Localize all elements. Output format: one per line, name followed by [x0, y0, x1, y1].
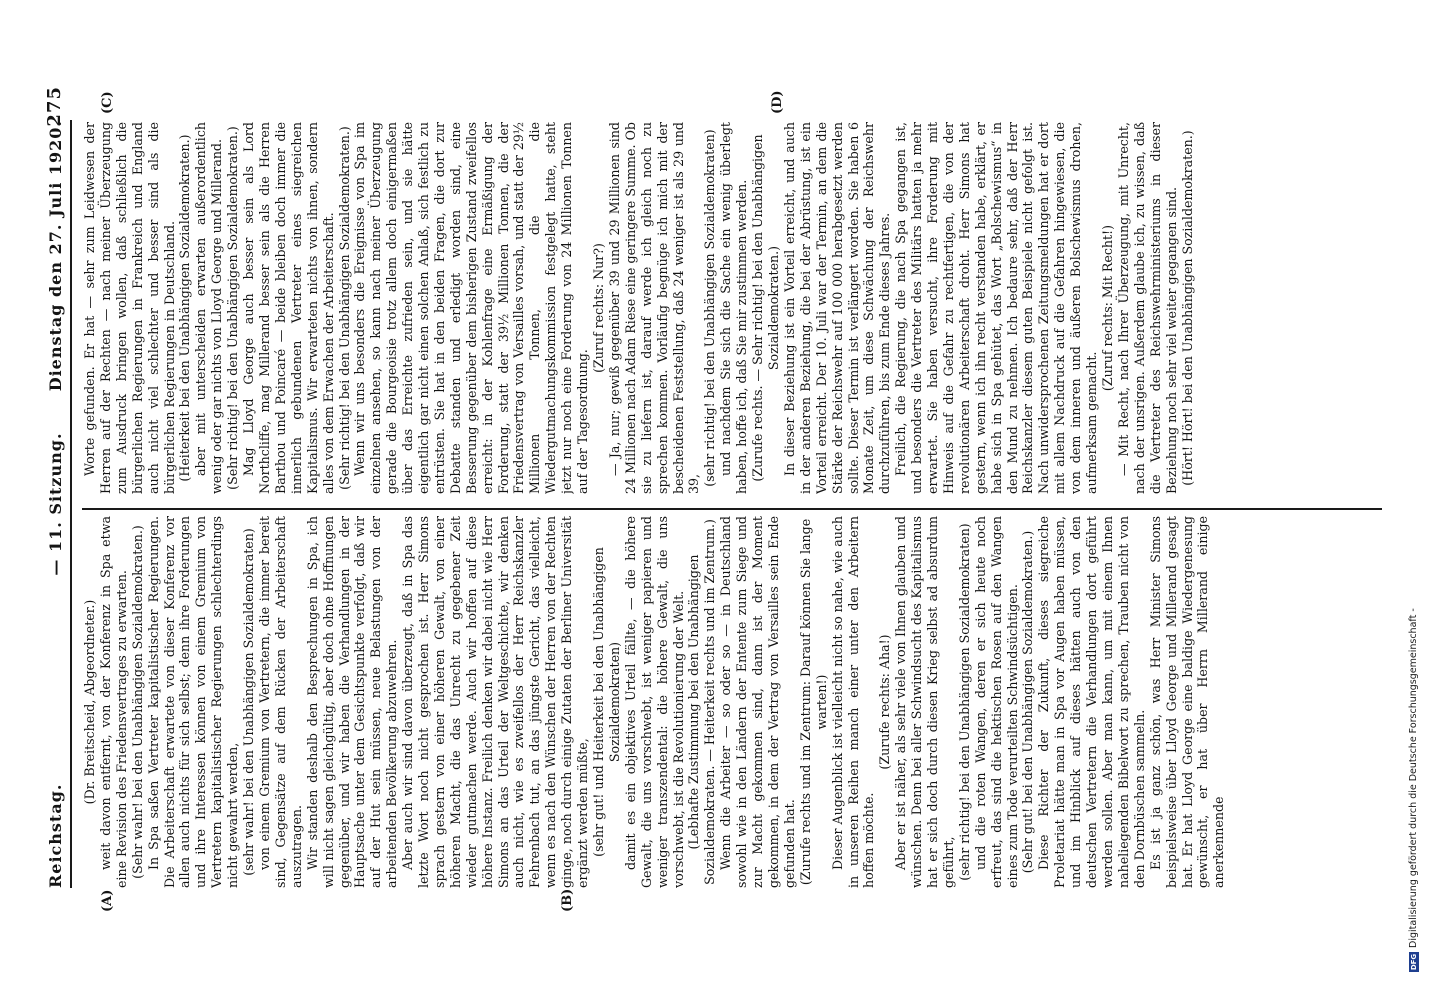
footer-text: Digitalisierung gefördert durch die Deutsche Forschungsgemeinschaft -: [1408, 608, 1419, 948]
paragraph: (sehr gut! und Heiterkeit bei den Unabhängigen Sozialdemokraten): [591, 547, 622, 857]
right-column: [82, 122, 1382, 494]
paragraph: (sehr richtig! bei den Unabhängigen Sozialdemokraten): [702, 129, 718, 487]
header-right: Dienstag den 27. Juli 1920.: [46, 120, 65, 392]
paragraph: und nachdem Sie sich die Sache ein wenig überlegt haben, hoffe ich, daß Sie mir zustimmen werden.: [718, 122, 750, 494]
paragraph: Aber er ist näher, als sehr viele von Ihnen glauben und wünschen. Denn bei aller Schwindsucht des Kapitalismus hat er sich doch durch diesen Krieg selbst ad absurdum geführt,: [893, 516, 956, 888]
paragraph: Wenn die Arbeiter — so oder so — in Deutschland sowohl wie in den Ländern der Entente zum Siege und zur Macht gekommen sind, dann ist der Moment gekommen, in dem der Vertrag von Versailles sein Ende gefunden hat.: [718, 516, 797, 888]
paragraph: Diese Richter der Zukunft, dieses siegreiche Proletariat hätte man in Spa vor Augen haben müssen, und im Hinblick auf dieses hätten auch von den deutschen Vertretern die Verhandlungen dort geführt werden sollen. Aber man kann, um mit einem Ihnen naheliegenden Bibelwort zu sprechen, Trauben nicht von den Dornbüschen sammeln.: [1036, 516, 1147, 888]
paragraph: Worte gefunden. Er hat — sehr zum Leidwesen der Herren auf der Rechten — nach meiner Überzeugung zum Ausdruck bringen wollen, daß schließlich die bürgerlichen Regierungen in Frankreich und England auch nicht viel schlechter und besser sind als die bürgerlichen Regierungen in Deutschland.: [82, 122, 177, 494]
paragraph: Freilich, die Regierung, die nach Spa gegangen ist, und besonders die Vertreter des Militärs hatten ja mehr erwartet. Sie haben versucht, ihre Forderung mit Hinweis auf die Gefahr zu rechtfertigen, die von der revolutionären Arbeiterschaft droht. Herr Simons hat gestern, wenn ich ihn recht verstanden habe, erklärt, er habe sich in Spa gehütet, das Wort „Bolschewismus“ in den Mund zu nehmen. Ich bedaure sehr, daß der Herr Reichskanzler diesem guten Beispiele nicht gefolgt ist. Nach unwidersprochenen Zeitungsmeldungen hat er dort mit allem Nachdruck auf die Gefahren hingewiesen, die von dem inneren und äußeren Bolschewismus drohen, aufmerksam gemacht.: [893, 122, 1100, 494]
margin-marker-b: (B): [560, 888, 575, 912]
paragraph: aber mit unterscheiden erwarten außerordentlich wenig oder gar nichts von Lloyd George und Millerand.: [193, 122, 225, 494]
paragraph: (sehr wahr! bei den Unabhängigen Sozialdemokraten): [241, 528, 257, 876]
margin-marker-c: (C): [100, 91, 115, 114]
paragraph: In dieser Beziehung ist ein Vorteil erreicht, und auch in der anderen Beziehung, die bei der Abrüstung, ist ein Vorteil erreicht. Der 10. Juli war der Termin, an dem die Stärke der Reichswehr auf 100 000 herabgesetzt werden sollte. Dieser Termin ist verlängert worden. Sie haben 6 Monate Zeit, um diese Schwächung der Reichswehr durchzuführen, bis zum Ende dieses Jahres.: [781, 122, 893, 494]
header-center: — 11. Sitzung.: [46, 432, 65, 576]
margin-marker-a: (A): [100, 889, 115, 912]
left-column: [82, 516, 1382, 888]
paragraph: Es ist ja ganz schön, was Herr Minister Simons beispielsweise über Lloyd George und Millerand gesagt hat. Er hat Lloyd George eine baldige Wiedergenesung gewünscht, er hat über Herrn Millerand einige anerkennende: [1147, 516, 1227, 888]
paragraph: (Zurufe rechts. — Sehr richtig! bei den Unabhängigen Sozialdemokraten.): [750, 134, 781, 482]
page-number: 275: [44, 86, 65, 127]
paragraph: In Spa saßen Vertreter kapitalistischer Regierungen. Die Arbeiterschaft erwartete von dieser Konferenz vor allen auch nichts für sich selbst; denn ihre Forderungen und ihre Interessen können von einem Gremium von Vertretern kapitalistischer Regierungen schlechterdings nicht gewahrt werden,: [145, 516, 241, 888]
paragraph: (Zuruf rechts: Mit Recht!): [1100, 224, 1115, 392]
paragraph: Wenn wir uns besonders die Ereignisse von Spa im einzelnen ansehen, so kann nach meiner Überzeugung gerade die Bourgeoisie trotz allem doch einigermaßen über das Erreichte zufrieden sein, und sie hätte eigentlich gar nicht einen solchen Anlaß, sich festlich zu entrüsten. Sie hat in den beiden Fragen, die dort zur Debatte standen und erledigt worden sind, eine Besserung gegenüber dem bisherigen Zustand zweifellos erreicht: in der Kohlenfrage eine Ermäßigung der Forderung, statt der 39½ Millionen Tonnen, die der Friedensvertrag von Versailles vorsah, und statt der 29½ Millionen Tonnen, die die Wiedergutmachungskommission festgelegt hatte, steht jetzt nur noch eine Forderung von 24 Millionen Tonnen auf der Tagesordnung.: [352, 122, 591, 494]
paragraph: (Dr. Breitscheid, Abgeordneter.): [82, 599, 97, 805]
paragraph: weit davon entfernt, von der Konferenz in Spa etwa eine Revision des Friedensvertrages zu erwarten.: [97, 516, 129, 888]
margin-marker-d: (D): [770, 90, 785, 114]
paragraph: (Sehr richtig! bei den Unabhängigen Sozialdemokraten.): [336, 126, 352, 490]
paragraph: — Ja, nur; gewiß gegenüber 39 und 29 Millionen sind 24 Millionen nach Adam Riese eine geringere Summe. Ob sie zu liefern ist, darauf werde ich gleich noch zu sprechen kommen. Vorläufig begnüge ich mich mit der bescheidenen Feststellung, daß 24 weniger ist als 29 und 39,: [606, 122, 702, 494]
paragraph: (Zurufe rechts: Aha!): [877, 634, 893, 770]
paragraph: und die roten Wangen, deren er sich heute noch erfreut, das sind die hektischen Rosen auf den Wangen eines zum Tode verurteilten Schwindsüchtigen.: [972, 516, 1020, 888]
page-header: [42, 86, 72, 888]
footer-credit: [1408, 22, 1419, 972]
header-left: Reichstag.: [46, 783, 65, 888]
paragraph: (Sehr wahr! bei den Unabhängigen Sozialdemokraten.): [129, 525, 145, 879]
paragraph: (Zurufe rechts und im Zentrum: Darauf können Sie lange warten!): [797, 518, 829, 886]
paragraph: (Zuruf rechts: Nur?): [591, 243, 606, 373]
column-divider: [82, 508, 1382, 510]
paragraph: (Lebhafte Zustimmung bei den Unabhängigen Sozialdemokraten. — Heiterkeit rechts und im Zentrum.): [686, 519, 718, 885]
paragraph: (Sehr richtig! bei den Unabhängigen Sozialdemokraten.): [225, 126, 241, 490]
paragraph: Mag Lloyd George auch besser sein als Lord Northcliffe, mag Millerand besser sein als die Herren Barthou und Poincaré — beide bleiben doch immer die innerlich gebundenen Vertreter eines siegreichen Kapitalismus. Wir erwarteten nichts von ihnen, sondern alles von dem Erwachen der Arbeiterschaft.: [241, 122, 336, 494]
paragraph: damit es ein objektives Urteil fällte, — die höhere Gewalt, die uns vorschwebt, ist weniger papieren und weniger transzendental: die höhere Gewalt, die uns vorschwebt, ist die Revolutionierung der Welt.: [622, 516, 686, 888]
paragraph: Dieser Augenblick ist vielleicht nicht so nahe, wie auch in unseren Reihen manch einer unter den Arbeitern hoffen möchte.: [829, 516, 877, 888]
paragraph: von einem Gremium von Vertretern, die immer bereit sind, Gegensätze auf dem Rücken der Arbeiterschaft auszutragen.: [256, 516, 304, 888]
paragraph: (Heiterkeit bei den Unabhängigen Sozialdemokraten.): [177, 134, 193, 482]
dfg-logo-icon: DFG: [1409, 953, 1418, 971]
paragraph: (Sehr gut! bei den Unabhängigen Sozialdemokraten.): [1020, 530, 1036, 874]
paragraph: — Mit Recht, nach Ihrer Überzeugung, mit Unrecht, nach der unsrigen. Außerdem glaube ich, zu wissen, daß die Vertreter des Reichswehrministeriums in dieser Beziehung noch sehr viel weiter gegangen sind.: [1115, 122, 1179, 494]
paragraph: Wir standen deshalb den Besprechungen in Spa, ich will nicht sagen gleichgültig, aber doch ohne Hoffnungen gegenüber, und wir haben die Verhandlungen in der Hauptsache unter dem Gesichtspunkte verfolgt, daß wir auf der Hut sein müssen, neue Belastungen von der arbeitenden Bevölkerung abzuwehren.: [304, 516, 400, 888]
paragraph: (Hört! Hört! bei den Unabhängigen Sozialdemokraten.): [1179, 130, 1195, 486]
paragraph: (sehr richtig! bei den Unabhängigen Sozialdemokraten): [956, 523, 972, 881]
paragraph: Aber auch wir sind davon überzeugt, daß in Spa das letzte Wort noch nicht gesprochen ist. Herr Simons sprach gestern von einer höheren Gewalt, von einer höheren Macht, die das Unrecht zu gegebener Zeit wieder gutmachen werde. Auch wir hoffen auf diese höhere Instanz. Freilich denken wir dabei nicht wie Herr Simons an das Urteil der Weltgeschichte, wir denken auch nicht, wie es zweifellos der Herr Reichskanzler Fehrenbach tut, an das jüngste Gericht, das vielleicht, wenn es nach den Wünschen der Herren von der Rechten ginge, noch durch einige Zutaten der Berliner Universität ergänzt werden müßte,: [400, 516, 591, 888]
